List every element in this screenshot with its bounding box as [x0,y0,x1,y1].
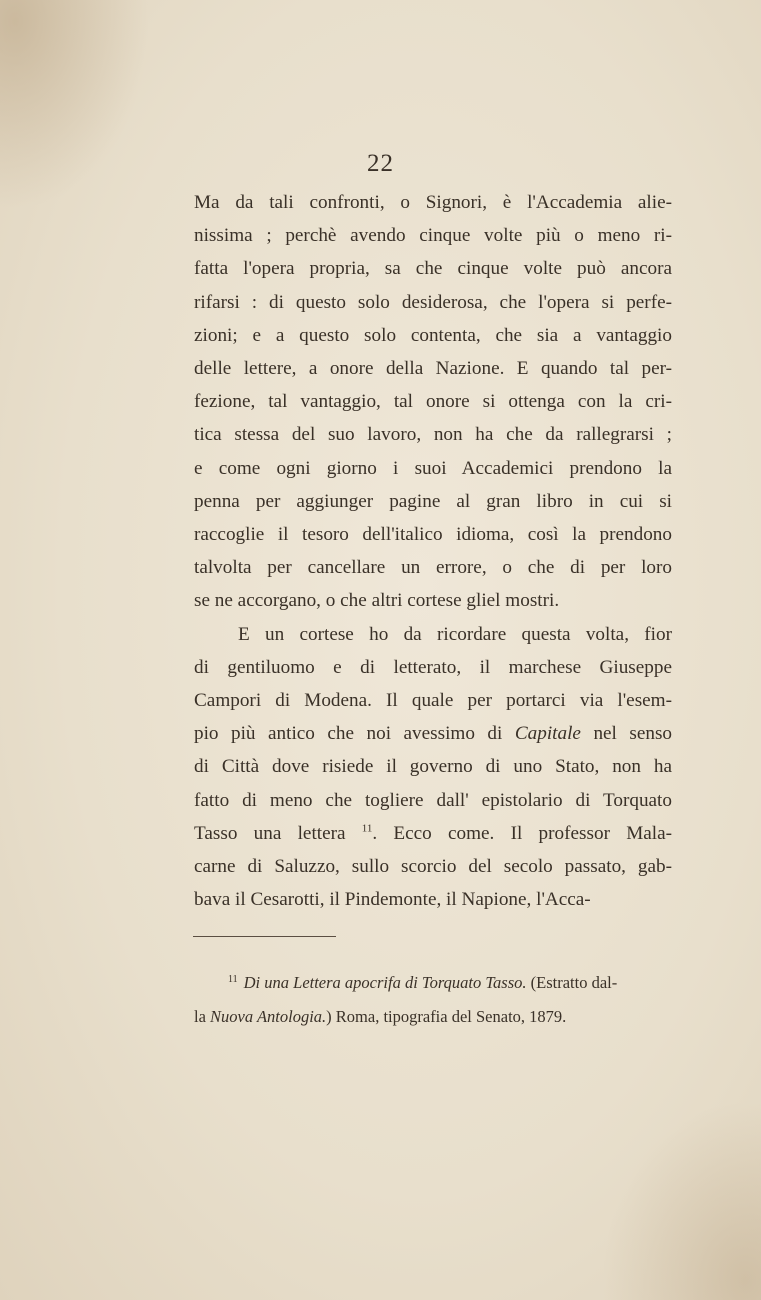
text-line: fatta l'opera propria, sa che cinque volte può ancora [194,258,672,280]
text-line: di gentiluomo e di letterato, il marchese Giuseppe [194,656,672,678]
paper-stain [601,1100,761,1300]
text-line: di Città dove risiede il governo di uno Stato, non ha [194,756,672,778]
footnote-reference[interactable]: 11 [361,822,373,835]
text-line: bava il Cesarotti, il Pindemonte, il Napione, l'Acca- [194,889,591,911]
footnote-line [194,966,672,1000]
body-text [194,186,672,916]
text-segment: pio più antico che noi avessimo di [194,723,503,745]
footnote-divider [193,936,336,937]
text-line: carne di Saluzzo, sullo scorcio del secolo passato, gab- [194,856,672,878]
text-line: rifarsi : di questo solo desiderosa, che l'opera si perfe- [194,291,672,313]
page-number: 22 [367,150,394,177]
footnote-line [194,1000,672,1034]
text-line: raccoglie il tesoro dell'italico idioma, così la prendono [194,524,672,546]
text-segment: Tasso una lettera [194,822,346,844]
text-segment: nel senso [593,723,673,745]
text-line: fatto di meno che togliere dall' epistolario di Torquato [194,789,672,811]
text-line: nissima ; perchè avendo cinque volte più o meno ri- [194,225,672,247]
text-line: delle lettere, a onore della Nazione. E quando tal per- [194,358,672,380]
text-line: se ne accorgano, o che altri cortese gliel mostri. [194,590,560,612]
text-line: fezione, tal vantaggio, tal onore si ottenga con la cri- [194,391,672,413]
text-line: zioni; e a questo solo contenta, che sia a vantaggio [194,324,672,346]
footnote-text: (Estratto dal- [530,973,618,992]
text-line: talvolta per cancellare un errore, o che di per loro [194,557,672,579]
text-line: penna per aggiunger pagine al gran libro in cui si [194,490,672,512]
footnote-journal: Nuova Antologia. [210,1007,327,1026]
footnote-text: ) Roma, tipografia del Senato, 1879. [326,1007,567,1026]
footnote-title: Di una Lettera apocrifa di Torquato Tasso. [243,973,527,992]
footnote-text: la [194,1007,206,1026]
text-line: tica stessa del suo lavoro, non ha che da rallegrarsi ; [194,424,672,446]
text-line [194,717,672,750]
text-line: Campori di Modena. Il quale per portarci via l'esem- [194,690,672,712]
text-line [194,817,672,850]
footnote-marker: 11 [228,973,238,985]
text-line: Ma da tali confronti, o Signori, è l'Accademia alie- [194,192,672,213]
paper-stain [0,0,150,210]
text-line: e come ogni giorno i suoi Accademici prendono la [194,457,672,479]
footnote [194,966,672,1034]
text-segment: . Ecco come. Il professor Mala- [372,822,673,844]
italic-word: Capitale [514,723,581,745]
text-line: E un cortese ho da ricordare questa volta, fior [238,623,672,645]
